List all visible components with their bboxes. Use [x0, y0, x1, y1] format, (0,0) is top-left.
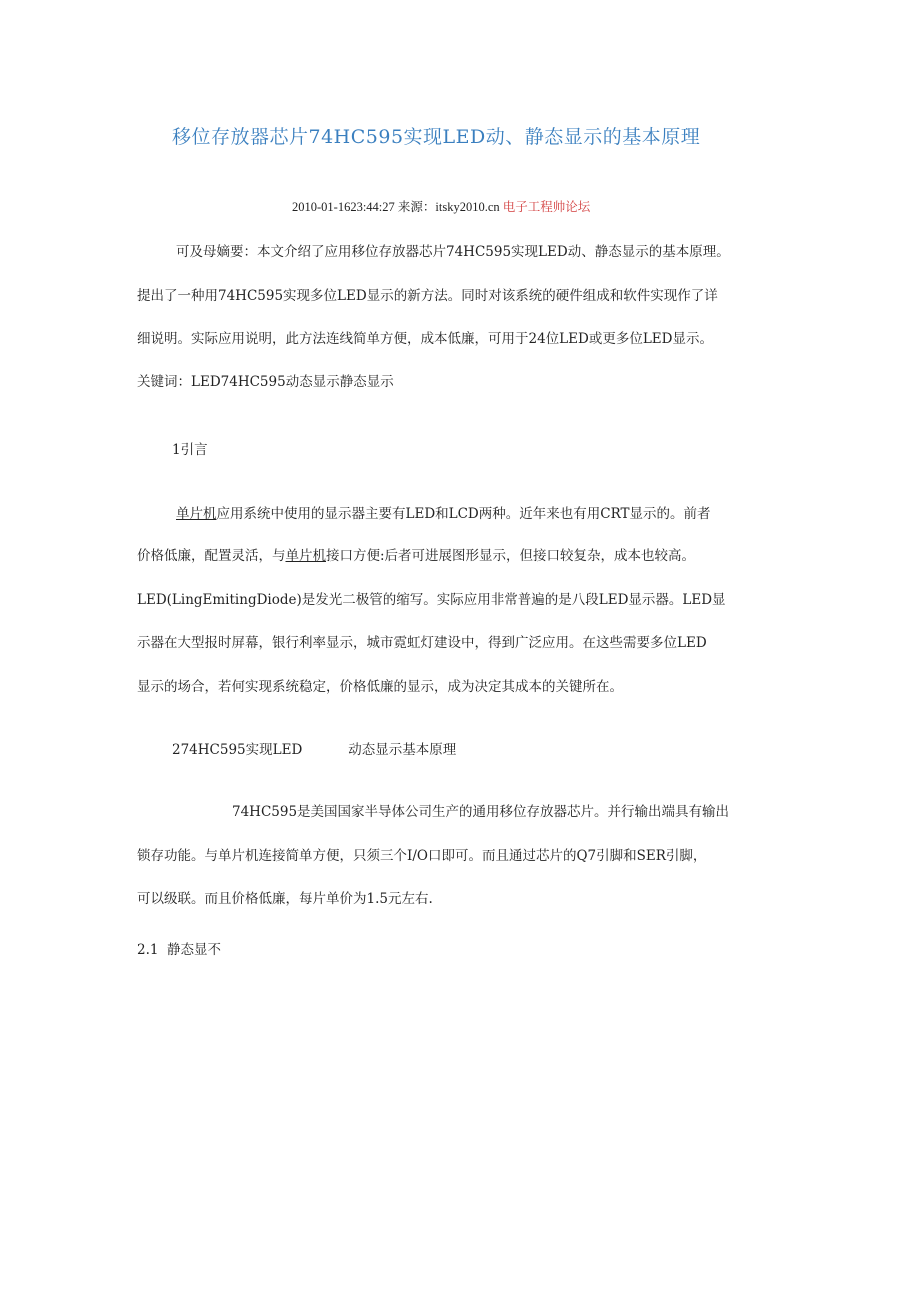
section-1-line-1 [176, 504, 836, 524]
mcu-link-2[interactable]: 单片机 [285, 548, 326, 564]
source-forum-link[interactable]: 电子工程帅论坛 [502, 200, 591, 214]
section-2-1-heading: 2.1 静态显不 [137, 942, 222, 958]
section-1-line-4: 示器在大型报时屏幕，银行利率显示，城市霓虹灯建设中，得到广泛应用。在这些需要多位LED [137, 635, 707, 651]
section-2-heading-a: 274HC595实现LED [172, 742, 303, 758]
article-meta [292, 197, 590, 215]
abstract-line-1: 可及母嫡要：本文介绍了应用移位存放器芯片74HC595实现LED动、静态显示的基本原理。 [176, 244, 730, 260]
abstract-line-3: 细说明。实际应用说明，此方法连线简单方便，成本低廉，可用于24位LED或更多位LED显示。 [137, 331, 713, 347]
section-1-heading: 1引言 [172, 442, 208, 458]
section-1-line-2-pre: 价格低廉，配置灵活，与 [137, 548, 286, 564]
meta-source-site: itsky2010.cn [435, 200, 500, 214]
meta-datetime: 2010-01-1623:44:27 [292, 200, 395, 214]
keywords-line: 关键词：LED74HC595动态显示静态显示 [137, 374, 394, 390]
section-1-line-2 [137, 546, 797, 566]
meta-source-label: 来源： [397, 200, 436, 214]
section-1-line-2-rest: 接口方便:后者可进展图形显示，但接口较复杂，成本也较高。 [326, 548, 696, 564]
section-1-line-1-text: 应用系统中使用的显示器主要有LED和LCD两种。近年来也有用CRT显示的。前者 [216, 506, 711, 522]
section-2-heading [172, 740, 832, 760]
abstract-line-2: 提出了一种用74HC595实现多位LED显示的新方法。同时对该系统的硬件组成和软件实现作了详 [137, 288, 718, 304]
section-1-line-5: 显示的场合，若何实现系统稳定，价格低廉的显示，成为决定其成本的关键所在。 [137, 679, 623, 695]
document-title: 移位存放器芯片74HC595实现LED动、静态显示的基本原理 [172, 126, 701, 148]
mcu-link[interactable]: 单片机 [176, 506, 217, 522]
section-2-line-3: 可以级联。而且价格低廉，每片单价为1.5元左右. [137, 891, 433, 907]
section-1-line-3: LED(LingEmitingDiode)是发光二极管的缩写。实际应用非常普遍的是八段LED显示器。LED显 [137, 592, 726, 608]
section-2-line-1: 74HC595是美国国家半导体公司生产的通用移位存放器芯片。并行输出端具有输出 [232, 804, 730, 820]
section-2-line-2: 锁存功能。与单片机连接简单方便，只须三个I/O口即可。而且通过芯片的Q7引脚和SER引脚， [137, 848, 707, 864]
section-2-heading-b: 动态显示基本原理 [348, 742, 457, 758]
